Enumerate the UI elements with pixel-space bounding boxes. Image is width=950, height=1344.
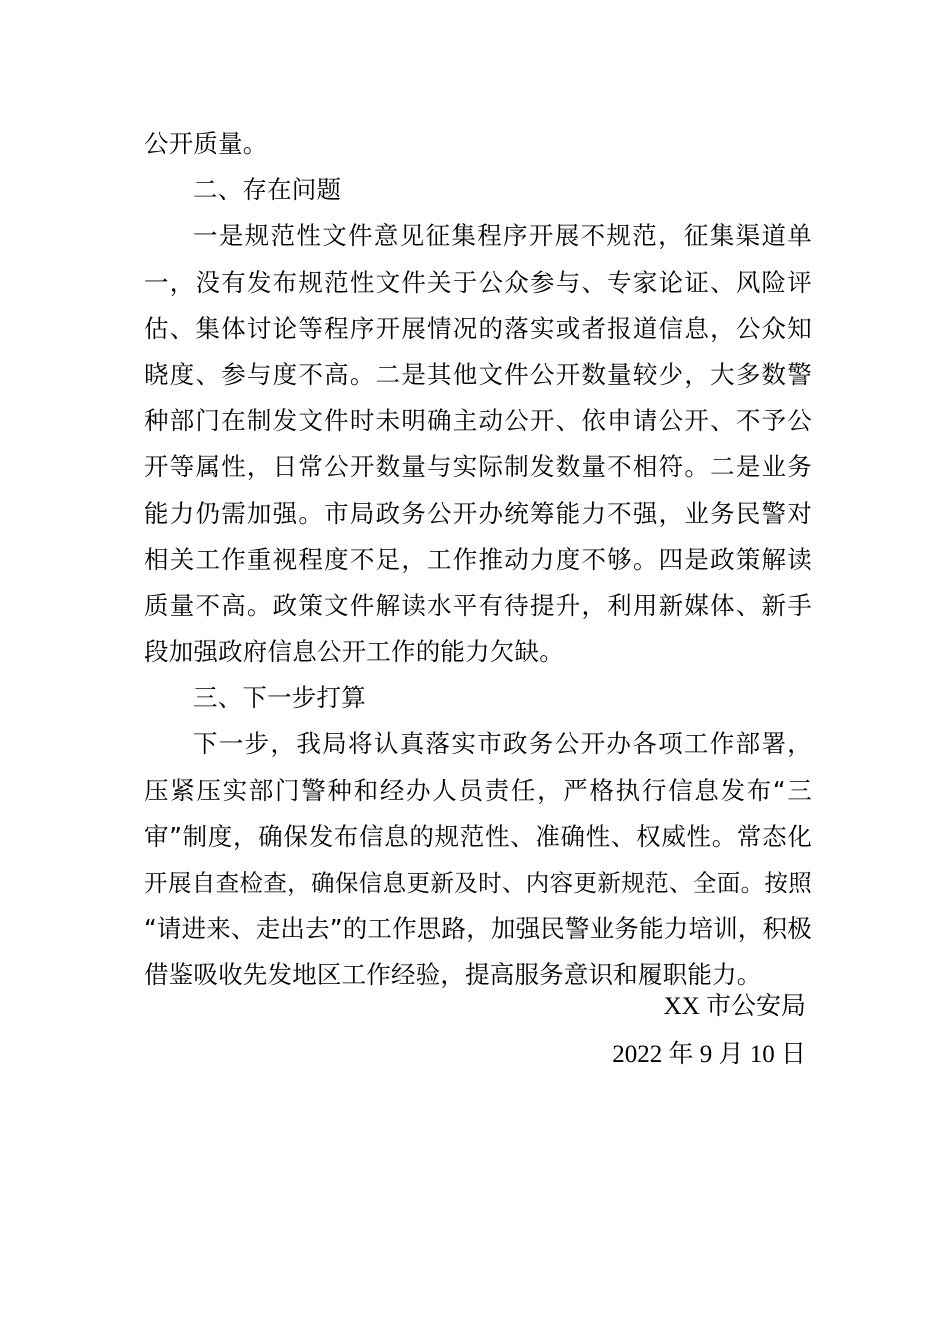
text-line: 相关工作重视程度不足，工作推动力度不够。四是政策解读 — [144, 544, 812, 574]
text-line: 公开质量。 — [144, 129, 268, 158]
text-line: “请进来、走出去”的工作思路，加强民警业务能力培训，积极 — [144, 914, 812, 944]
document-body — [144, 121, 812, 999]
signature-date: 2022 年 9 月 10 日 — [612, 1041, 806, 1068]
section-heading: 三、下一步打算 — [193, 683, 366, 713]
text-line: 段加强政府信息公开工作的能力欠缺。 — [144, 637, 564, 667]
text-line: 开展自查检查，确保信息更新及时、内容更新规范、全面。按照 — [144, 869, 812, 897]
text-line: 一是规范性文件意见征集程序开展不规范，征集渠道单 — [193, 221, 812, 251]
signature-organization: XX 市公安局 — [663, 993, 806, 1020]
text-line: 能力仍需加强。市局政务公开办统筹能力不强，业务民警对 — [144, 498, 812, 528]
text-line: 晓度、参与度不高。二是其他文件公开数量较少，大多数警 — [144, 359, 812, 389]
text-line: 一，没有发布规范性文件关于公众参与、专家论证、风险评 — [144, 267, 812, 297]
text-line: 种部门在制发文件时未明确主动公开、依申请公开、不予公 — [144, 406, 812, 436]
text-line: 下一步，我局将认真落实市政务公开办各项工作部署， — [193, 729, 812, 759]
text-line: 开等属性，日常公开数量与实际制发数量不相符。二是业务 — [144, 452, 812, 482]
section-heading: 二、存在问题 — [193, 175, 342, 205]
text-line: 借鉴吸收先发地区工作经验，提高服务意识和履职能力。 — [144, 960, 762, 990]
text-line: 估、集体讨论等程序开展情况的落实或者报道信息，公众知 — [144, 313, 812, 343]
text-line: 审”制度，确保发布信息的规范性、准确性、权威性。常态化 — [144, 821, 812, 851]
text-line: 压紧压实部门警种和经办人员责任，严格执行信息发布“三 — [144, 775, 812, 805]
text-line: 质量不高。政策文件解读水平有待提升，利用新媒体、新手 — [144, 590, 812, 620]
